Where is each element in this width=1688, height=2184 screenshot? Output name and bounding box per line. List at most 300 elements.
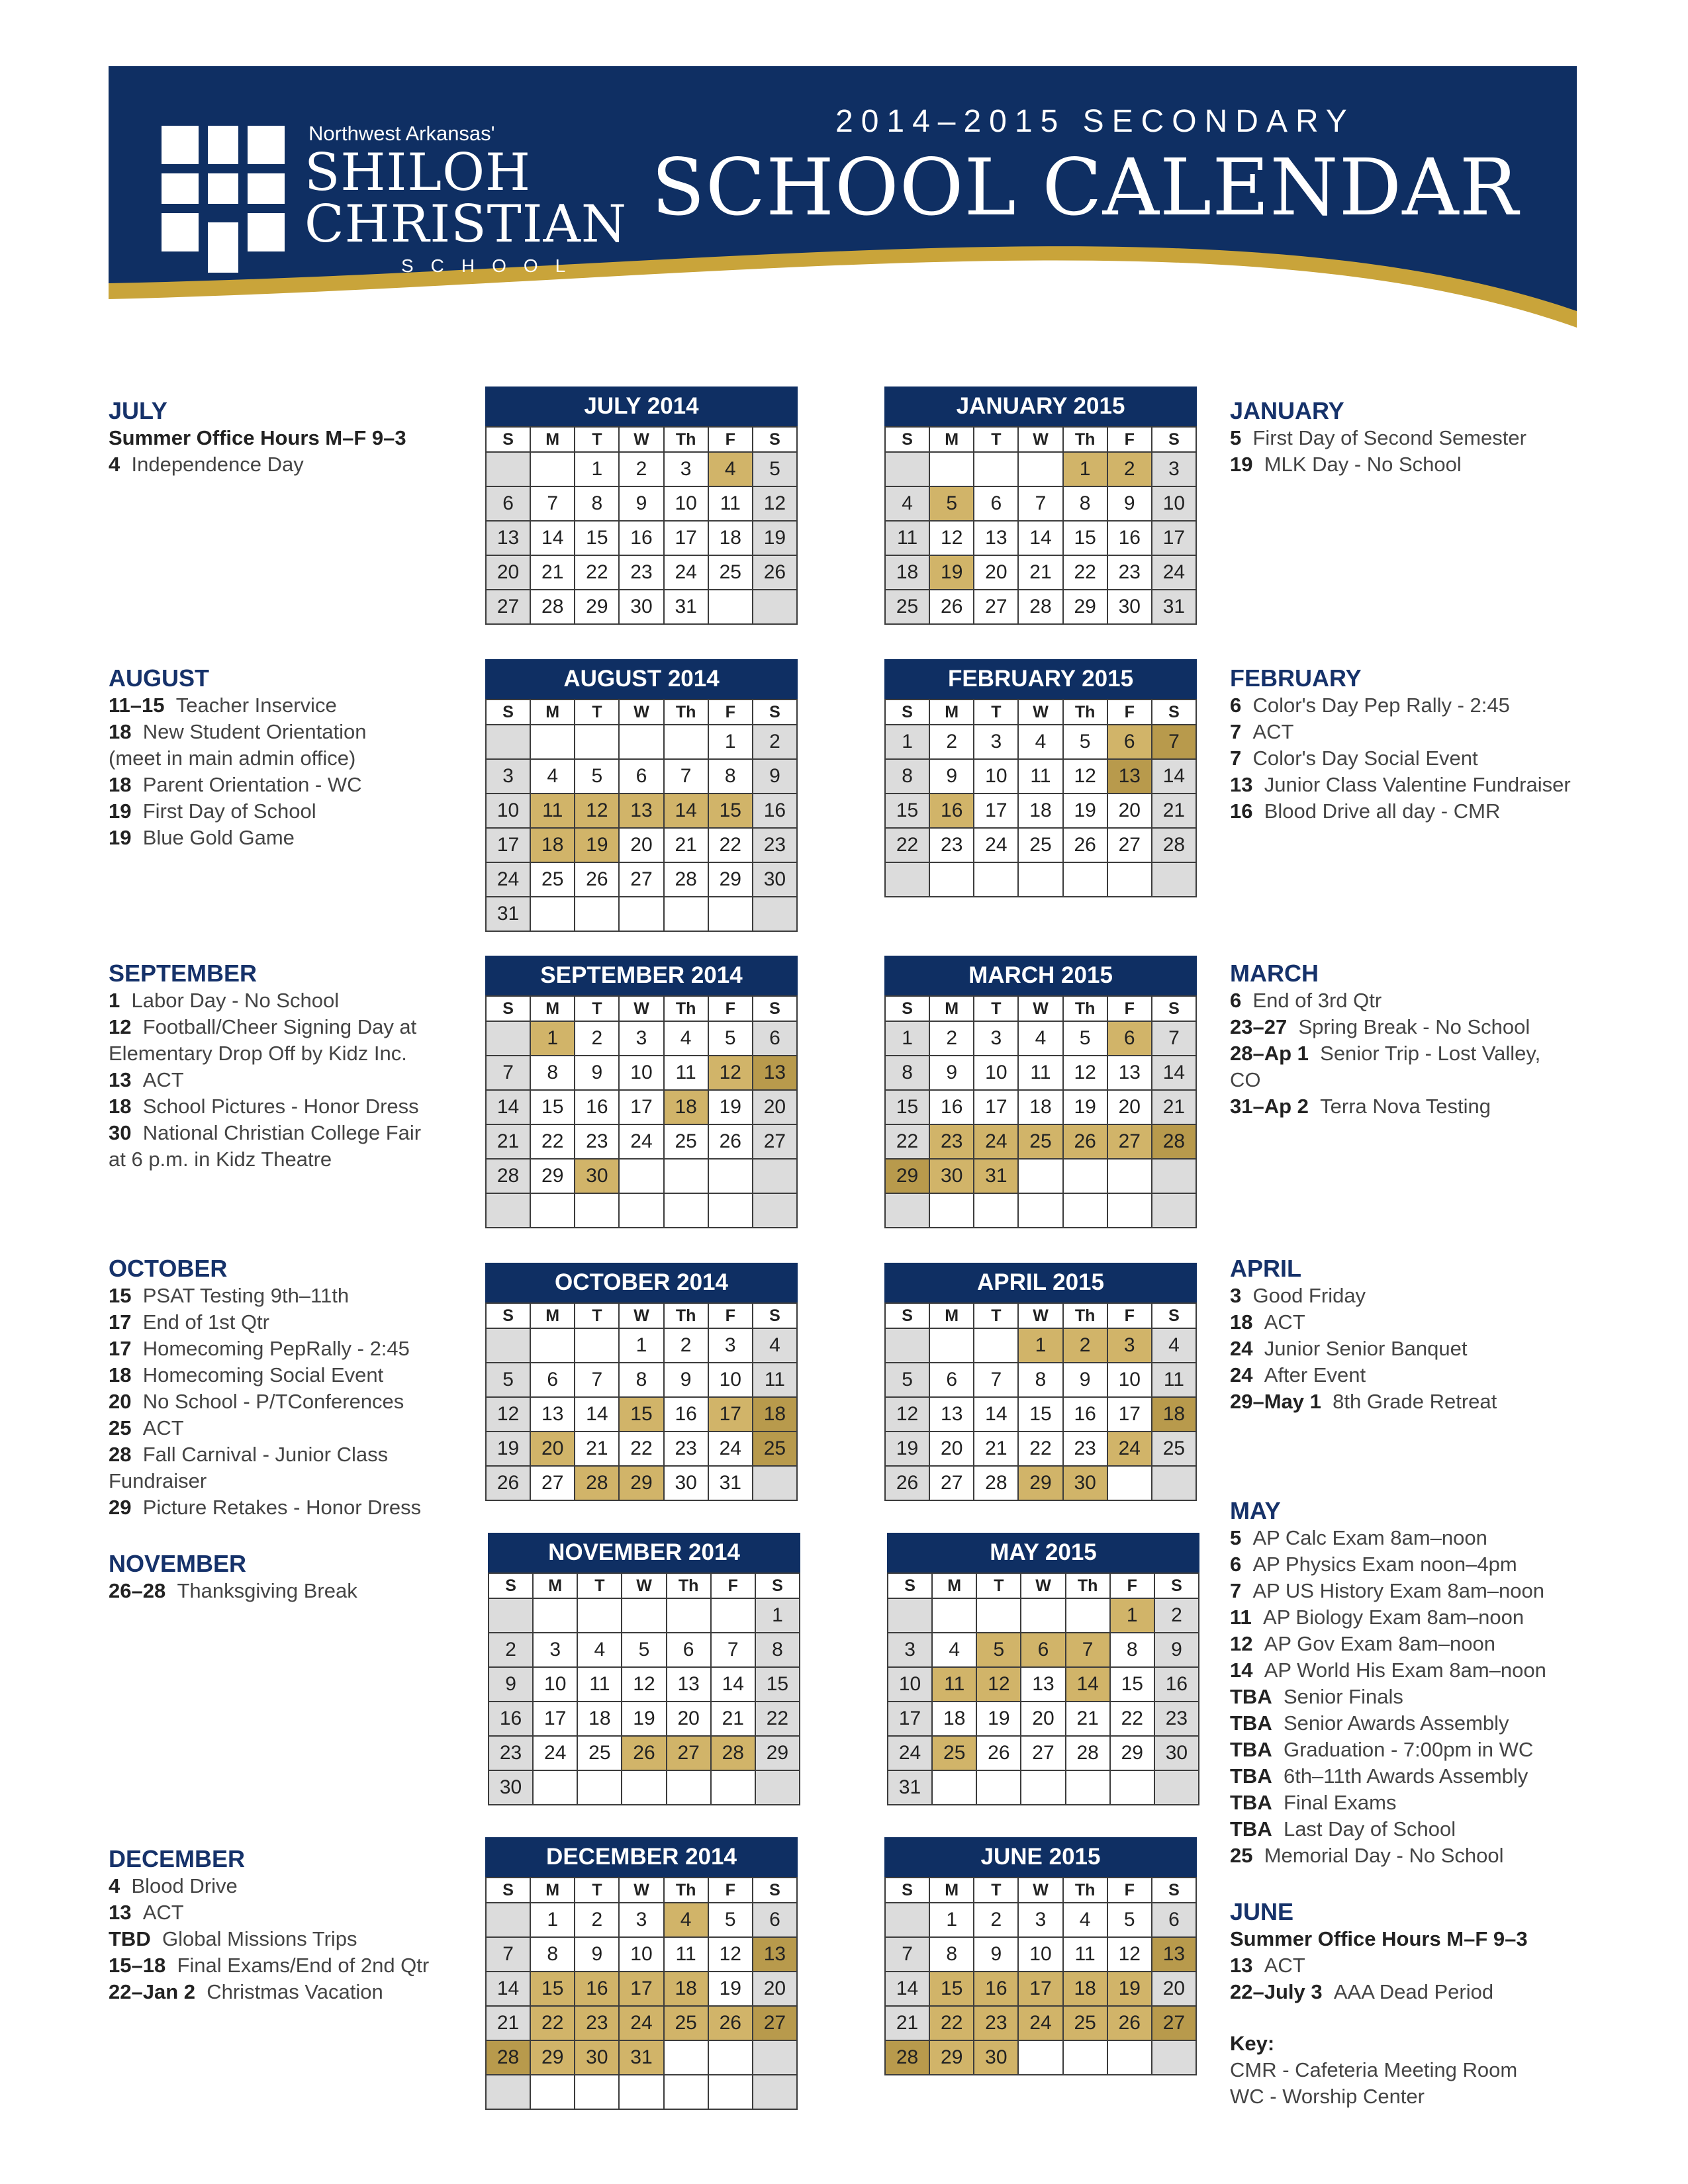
day-cell: 24 bbox=[486, 862, 530, 897]
month-heading: JULY bbox=[109, 397, 167, 424]
event-item bbox=[109, 1336, 459, 1362]
month-title: MARCH 2015 bbox=[884, 956, 1197, 995]
event-item bbox=[109, 1578, 459, 1604]
event-text: Spring Break - No School bbox=[1298, 1015, 1530, 1038]
event-item bbox=[1230, 1336, 1601, 1362]
empty-cell bbox=[575, 2075, 619, 2109]
event-text: Elementary Drop Off by Kidz Inc. bbox=[109, 1042, 407, 1065]
day-cell: 6 bbox=[667, 1633, 711, 1667]
month-heading: JUNE bbox=[1230, 1898, 1294, 1925]
day-cell: 23 bbox=[1154, 1702, 1199, 1736]
event-text: Global Missions Trips bbox=[162, 1927, 357, 1950]
day-cell: 1 bbox=[1110, 1598, 1154, 1633]
weekday-header: T bbox=[974, 427, 1018, 452]
day-cell: 18 bbox=[1018, 794, 1062, 828]
day-cell: 18 bbox=[932, 1702, 976, 1736]
weekday-header: S bbox=[885, 700, 929, 725]
month-heading: NOVEMBER bbox=[109, 1550, 247, 1577]
day-cell: 13 bbox=[530, 1397, 575, 1432]
weekday-header: S bbox=[885, 996, 929, 1021]
empty-cell bbox=[619, 1193, 663, 1228]
month-calendar-sep14 bbox=[485, 956, 798, 1228]
empty-cell bbox=[753, 590, 797, 624]
day-cell: 3 bbox=[619, 1021, 663, 1056]
day-cell: 18 bbox=[1018, 1090, 1062, 1124]
day-cell: 8 bbox=[619, 1363, 663, 1397]
empty-cell bbox=[976, 1770, 1021, 1805]
day-cell: 20 bbox=[974, 555, 1018, 590]
event-date: 6 bbox=[1230, 694, 1242, 717]
event-text: Final Exams/End of 2nd Qtr bbox=[177, 1954, 430, 1977]
event-date: TBA bbox=[1230, 1817, 1272, 1841]
day-cell: 6 bbox=[619, 759, 663, 794]
day-cell: 26 bbox=[575, 862, 619, 897]
event-text: Terra Nova Testing bbox=[1320, 1095, 1491, 1118]
day-cell: 4 bbox=[1063, 1903, 1107, 1937]
day-cell: 9 bbox=[1154, 1633, 1199, 1667]
event-date: 13 bbox=[1230, 1954, 1253, 1977]
day-cell: 8 bbox=[1018, 1363, 1062, 1397]
month-title: OCTOBER 2014 bbox=[485, 1263, 798, 1302]
month-calendar-jan15 bbox=[884, 387, 1197, 625]
day-cell: 4 bbox=[1152, 1328, 1196, 1363]
event-date: 18 bbox=[109, 1363, 132, 1387]
day-cell: 13 bbox=[1107, 1056, 1152, 1090]
event-date: 7 bbox=[1230, 1579, 1242, 1602]
day-cell: 22 bbox=[530, 1124, 575, 1159]
empty-cell bbox=[1063, 862, 1107, 897]
day-cell: 4 bbox=[932, 1633, 976, 1667]
day-cell: 3 bbox=[533, 1633, 577, 1667]
day-cell: 21 bbox=[711, 1702, 755, 1736]
event-date: 6 bbox=[1230, 1553, 1242, 1576]
weekday-header: F bbox=[711, 1573, 755, 1598]
day-cell: 27 bbox=[753, 1124, 797, 1159]
day-cell: 1 bbox=[530, 1021, 575, 1056]
day-cell: 21 bbox=[486, 1124, 530, 1159]
event-item bbox=[1230, 1737, 1601, 1763]
weekday-header: T bbox=[575, 996, 619, 1021]
day-cell: 7 bbox=[486, 1937, 530, 1972]
day-cell: 3 bbox=[888, 1633, 932, 1667]
weekday-header: S bbox=[753, 700, 797, 725]
empty-cell bbox=[708, 897, 753, 931]
empty-cell bbox=[486, 2075, 530, 2109]
notes-january bbox=[1230, 397, 1601, 478]
notes-october bbox=[109, 1255, 459, 1521]
day-cell: 11 bbox=[1152, 1363, 1196, 1397]
event-item bbox=[109, 1494, 459, 1521]
event-text: ACT bbox=[1252, 720, 1294, 743]
notes-november bbox=[109, 1550, 459, 1604]
day-cell: 24 bbox=[1107, 1432, 1152, 1466]
event-date: 7 bbox=[1230, 747, 1242, 770]
empty-cell bbox=[708, 1159, 753, 1193]
day-cell: 31 bbox=[664, 590, 708, 624]
weekday-header: T bbox=[974, 996, 1018, 1021]
day-cell: 6 bbox=[1107, 725, 1152, 759]
day-cell: 29 bbox=[619, 1466, 663, 1500]
day-cell: 14 bbox=[885, 1972, 929, 2006]
day-cell: 21 bbox=[974, 1432, 1018, 1466]
logo-region-text: Northwest Arkansas' bbox=[308, 122, 495, 145]
weekday-header: F bbox=[1107, 1303, 1152, 1328]
school-logo-icon bbox=[162, 126, 285, 273]
empty-cell bbox=[976, 1598, 1021, 1633]
notes-march bbox=[1230, 960, 1601, 1120]
month-calendar-mar15 bbox=[884, 956, 1197, 1228]
event-item bbox=[1230, 1952, 1601, 1979]
day-cell: 10 bbox=[619, 1056, 663, 1090]
day-cell: 18 bbox=[530, 828, 575, 862]
weekday-header: S bbox=[1154, 1573, 1199, 1598]
event-date: 28–Ap 1 bbox=[1230, 1042, 1309, 1065]
day-cell: 12 bbox=[708, 1937, 753, 1972]
day-cell: 5 bbox=[622, 1633, 666, 1667]
event-date: 19 bbox=[109, 799, 132, 823]
day-cell: 27 bbox=[1107, 828, 1152, 862]
weekday-header: M bbox=[530, 427, 575, 452]
day-cell: 6 bbox=[486, 486, 530, 521]
month-calendar-dec14 bbox=[485, 1837, 798, 2110]
key-item: CMR - Cafeteria Meeting Room bbox=[1230, 2058, 1518, 2081]
day-cell: 22 bbox=[575, 555, 619, 590]
day-cell: 16 bbox=[753, 794, 797, 828]
weekday-header: F bbox=[1107, 427, 1152, 452]
weekday-header: T bbox=[575, 1878, 619, 1903]
event-item bbox=[1230, 719, 1601, 745]
day-cell: 5 bbox=[929, 486, 974, 521]
event-text: Final Exams bbox=[1283, 1791, 1397, 1814]
event-text: AP Physics Exam noon–4pm bbox=[1252, 1553, 1517, 1576]
day-cell: 7 bbox=[1018, 486, 1062, 521]
event-date: 25 bbox=[1230, 1844, 1253, 1867]
day-cell: 19 bbox=[929, 555, 974, 590]
day-cell: 10 bbox=[974, 759, 1018, 794]
event-item bbox=[1230, 1926, 1601, 1952]
month-grid bbox=[485, 426, 798, 625]
weekday-header: Th bbox=[664, 1878, 708, 1903]
weekday-header: T bbox=[575, 700, 619, 725]
weekday-header: T bbox=[974, 1878, 1018, 1903]
empty-cell bbox=[929, 452, 974, 486]
day-cell: 8 bbox=[1110, 1633, 1154, 1667]
weekday-header: M bbox=[530, 1878, 575, 1903]
empty-cell bbox=[575, 725, 619, 759]
empty-cell bbox=[1018, 1193, 1062, 1228]
event-item bbox=[109, 745, 459, 772]
event-text: Blood Drive all day - CMR bbox=[1264, 799, 1501, 823]
empty-cell bbox=[1107, 1466, 1152, 1500]
month-calendar-may15 bbox=[887, 1533, 1199, 1805]
weekday-header: F bbox=[1107, 700, 1152, 725]
day-cell: 9 bbox=[575, 1056, 619, 1090]
day-cell: 6 bbox=[974, 486, 1018, 521]
day-cell: 23 bbox=[664, 1432, 708, 1466]
month-heading: MAY bbox=[1230, 1497, 1281, 1524]
event-date: 22–July 3 bbox=[1230, 1980, 1323, 2003]
event-item bbox=[109, 1093, 459, 1120]
day-cell: 3 bbox=[1107, 1328, 1152, 1363]
event-date: 5 bbox=[1230, 426, 1242, 449]
weekday-header: F bbox=[1107, 1878, 1152, 1903]
event-date: TBD bbox=[109, 1927, 151, 1950]
day-cell: 30 bbox=[575, 2040, 619, 2075]
logo-name-line1: SHILOH bbox=[305, 143, 532, 203]
day-cell: 14 bbox=[711, 1667, 755, 1702]
day-cell: 19 bbox=[575, 828, 619, 862]
event-date: 11 bbox=[1230, 1606, 1252, 1629]
day-cell: 10 bbox=[533, 1667, 577, 1702]
day-cell: 16 bbox=[664, 1397, 708, 1432]
day-cell: 21 bbox=[486, 2006, 530, 2040]
empty-cell bbox=[577, 1770, 622, 1805]
event-item bbox=[109, 719, 459, 745]
day-cell: 4 bbox=[753, 1328, 797, 1363]
event-text: ACT bbox=[142, 1068, 184, 1091]
event-date: 19 bbox=[109, 826, 132, 849]
day-cell: 15 bbox=[1110, 1667, 1154, 1702]
weekday-header: W bbox=[622, 1573, 666, 1598]
day-cell: 17 bbox=[974, 1090, 1018, 1124]
event-date: 1 bbox=[109, 989, 120, 1012]
day-cell: 23 bbox=[929, 1124, 974, 1159]
day-cell: 2 bbox=[619, 452, 663, 486]
day-cell: 14 bbox=[486, 1972, 530, 2006]
day-cell: 6 bbox=[1152, 1903, 1196, 1937]
empty-cell bbox=[1066, 1770, 1110, 1805]
event-text: After Event bbox=[1264, 1363, 1366, 1387]
logo-school-text: SCHOOL bbox=[401, 255, 583, 276]
event-item bbox=[109, 825, 459, 851]
day-cell: 3 bbox=[974, 725, 1018, 759]
day-cell: 29 bbox=[885, 1159, 929, 1193]
empty-cell bbox=[753, 1466, 797, 1500]
weekday-header: Th bbox=[1063, 700, 1107, 725]
empty-cell bbox=[885, 1903, 929, 1937]
month-heading: JANUARY bbox=[1230, 397, 1344, 424]
day-cell: 11 bbox=[577, 1667, 622, 1702]
event-item bbox=[1230, 1093, 1601, 1120]
weekday-header: M bbox=[530, 700, 575, 725]
weekday-header: S bbox=[486, 427, 530, 452]
notes-july bbox=[109, 397, 459, 478]
event-text: Football/Cheer Signing Day at bbox=[142, 1015, 417, 1038]
day-cell: 5 bbox=[1063, 1021, 1107, 1056]
day-cell: 18 bbox=[664, 1090, 708, 1124]
month-heading: AUGUST bbox=[109, 664, 209, 692]
day-cell: 26 bbox=[708, 1124, 753, 1159]
month-title: JULY 2014 bbox=[485, 387, 798, 426]
day-cell: 16 bbox=[1063, 1397, 1107, 1432]
weekday-header: S bbox=[489, 1573, 533, 1598]
day-cell: 29 bbox=[1063, 590, 1107, 624]
weekday-header: S bbox=[885, 1303, 929, 1328]
empty-cell bbox=[708, 2075, 753, 2109]
day-cell: 2 bbox=[974, 1903, 1018, 1937]
day-cell: 25 bbox=[664, 1124, 708, 1159]
day-cell: 29 bbox=[530, 1159, 575, 1193]
day-cell: 19 bbox=[1063, 794, 1107, 828]
day-cell: 26 bbox=[1063, 828, 1107, 862]
day-cell: 28 bbox=[575, 1466, 619, 1500]
day-cell: 17 bbox=[1152, 521, 1196, 555]
day-cell: 28 bbox=[486, 2040, 530, 2075]
weekday-header: F bbox=[708, 1878, 753, 1903]
day-cell: 9 bbox=[929, 759, 974, 794]
day-cell: 7 bbox=[530, 486, 575, 521]
event-item bbox=[109, 1926, 459, 1952]
month-title: AUGUST 2014 bbox=[485, 659, 798, 699]
weekday-header: S bbox=[753, 996, 797, 1021]
key-item: WC - Worship Center bbox=[1230, 2085, 1425, 2108]
day-cell: 11 bbox=[932, 1667, 976, 1702]
month-calendar-apr15 bbox=[884, 1263, 1197, 1501]
empty-cell bbox=[1152, 1159, 1196, 1193]
weekday-header: S bbox=[1152, 427, 1196, 452]
day-cell: 15 bbox=[929, 1972, 974, 2006]
day-cell: 30 bbox=[489, 1770, 533, 1805]
day-cell: 15 bbox=[885, 1090, 929, 1124]
event-date: 29–May 1 bbox=[1230, 1390, 1321, 1413]
event-text: Blue Gold Game bbox=[142, 826, 295, 849]
event-text: First Day of Second Semester bbox=[1252, 426, 1526, 449]
weekday-header: Th bbox=[664, 700, 708, 725]
month-title: JUNE 2015 bbox=[884, 1837, 1197, 1877]
day-cell: 27 bbox=[1021, 1736, 1065, 1770]
day-cell: 18 bbox=[1152, 1397, 1196, 1432]
event-date: 13 bbox=[109, 1901, 132, 1924]
day-cell: 2 bbox=[1107, 452, 1152, 486]
event-date: 7 bbox=[1230, 720, 1242, 743]
day-cell: 8 bbox=[885, 759, 929, 794]
weekday-header: W bbox=[1018, 1878, 1062, 1903]
day-cell: 16 bbox=[575, 1090, 619, 1124]
empty-cell bbox=[711, 1598, 755, 1633]
month-grid bbox=[884, 1877, 1197, 2075]
day-cell: 3 bbox=[1152, 452, 1196, 486]
day-cell: 1 bbox=[708, 725, 753, 759]
day-cell: 7 bbox=[575, 1363, 619, 1397]
empty-cell bbox=[1018, 862, 1062, 897]
day-cell: 24 bbox=[1152, 555, 1196, 590]
event-item bbox=[1230, 798, 1601, 825]
event-text: Independence Day bbox=[131, 453, 304, 476]
day-cell: 15 bbox=[755, 1667, 800, 1702]
weekday-header: T bbox=[575, 1303, 619, 1328]
day-cell: 8 bbox=[530, 1937, 575, 1972]
weekday-header: M bbox=[932, 1573, 976, 1598]
day-cell: 14 bbox=[974, 1397, 1018, 1432]
day-cell: 9 bbox=[974, 1937, 1018, 1972]
empty-cell bbox=[711, 1770, 755, 1805]
event-item bbox=[109, 425, 459, 451]
empty-cell bbox=[885, 862, 929, 897]
event-text: Christmas Vacation bbox=[207, 1980, 383, 2003]
weekday-header: Th bbox=[1063, 1303, 1107, 1328]
day-cell: 27 bbox=[530, 1466, 575, 1500]
day-cell: 22 bbox=[530, 2006, 575, 2040]
weekday-header: S bbox=[1152, 996, 1196, 1021]
weekday-header: M bbox=[929, 1878, 974, 1903]
month-grid bbox=[884, 699, 1197, 897]
day-cell: 20 bbox=[1107, 794, 1152, 828]
empty-cell bbox=[664, 1159, 708, 1193]
weekday-header: S bbox=[1152, 1303, 1196, 1328]
day-cell: 18 bbox=[577, 1702, 622, 1736]
day-cell: 13 bbox=[619, 794, 663, 828]
empty-cell bbox=[622, 1770, 666, 1805]
event-item bbox=[1230, 1843, 1601, 1869]
empty-cell bbox=[664, 1193, 708, 1228]
day-cell: 26 bbox=[622, 1736, 666, 1770]
empty-cell bbox=[575, 1193, 619, 1228]
day-cell: 19 bbox=[1107, 1972, 1152, 2006]
day-cell: 19 bbox=[708, 1090, 753, 1124]
day-cell: 30 bbox=[929, 1159, 974, 1193]
day-cell: 27 bbox=[929, 1466, 974, 1500]
empty-cell bbox=[667, 1770, 711, 1805]
event-text: AP Biology Exam 8am–noon bbox=[1263, 1606, 1524, 1629]
day-cell: 18 bbox=[1063, 1972, 1107, 2006]
day-cell: 25 bbox=[885, 590, 929, 624]
day-cell: 13 bbox=[974, 521, 1018, 555]
day-cell: 17 bbox=[1107, 1397, 1152, 1432]
weekday-header: S bbox=[1152, 700, 1196, 725]
weekday-header: W bbox=[1018, 700, 1062, 725]
day-cell: 21 bbox=[885, 2006, 929, 2040]
day-cell: 17 bbox=[619, 1090, 663, 1124]
weekday-header: W bbox=[619, 427, 663, 452]
day-cell: 1 bbox=[885, 1021, 929, 1056]
day-cell: 17 bbox=[664, 521, 708, 555]
notes-december bbox=[109, 1845, 459, 2005]
event-item bbox=[1230, 1604, 1601, 1631]
day-cell: 25 bbox=[1063, 2006, 1107, 2040]
empty-cell bbox=[530, 2075, 575, 2109]
weekday-header: S bbox=[753, 1878, 797, 1903]
day-cell: 15 bbox=[530, 1972, 575, 2006]
weekday-header: Th bbox=[1063, 427, 1107, 452]
day-cell: 23 bbox=[489, 1736, 533, 1770]
day-cell: 2 bbox=[489, 1633, 533, 1667]
day-cell: 26 bbox=[929, 590, 974, 624]
empty-cell bbox=[974, 1193, 1018, 1228]
month-heading: FEBRUARY bbox=[1230, 664, 1362, 692]
event-date: 18 bbox=[109, 773, 132, 796]
event-text: Homecoming Social Event bbox=[142, 1363, 384, 1387]
day-cell: 16 bbox=[575, 1972, 619, 2006]
day-cell: 12 bbox=[622, 1667, 666, 1702]
weekday-header: T bbox=[577, 1573, 622, 1598]
day-cell: 9 bbox=[619, 486, 663, 521]
month-grid bbox=[485, 1877, 798, 2110]
day-cell: 20 bbox=[1152, 1972, 1196, 2006]
event-text: Senior Awards Assembly bbox=[1283, 1711, 1509, 1735]
day-cell: 22 bbox=[1018, 1432, 1062, 1466]
empty-cell bbox=[1107, 862, 1152, 897]
event-item bbox=[1230, 1684, 1601, 1710]
empty-cell bbox=[974, 862, 1018, 897]
empty-cell bbox=[530, 1328, 575, 1363]
empty-cell bbox=[1152, 1193, 1196, 1228]
empty-cell bbox=[1021, 1770, 1065, 1805]
weekday-header: T bbox=[974, 700, 1018, 725]
weekday-header: F bbox=[708, 996, 753, 1021]
empty-cell bbox=[664, 2040, 708, 2075]
event-date: TBA bbox=[1230, 1764, 1272, 1788]
empty-cell bbox=[708, 590, 753, 624]
